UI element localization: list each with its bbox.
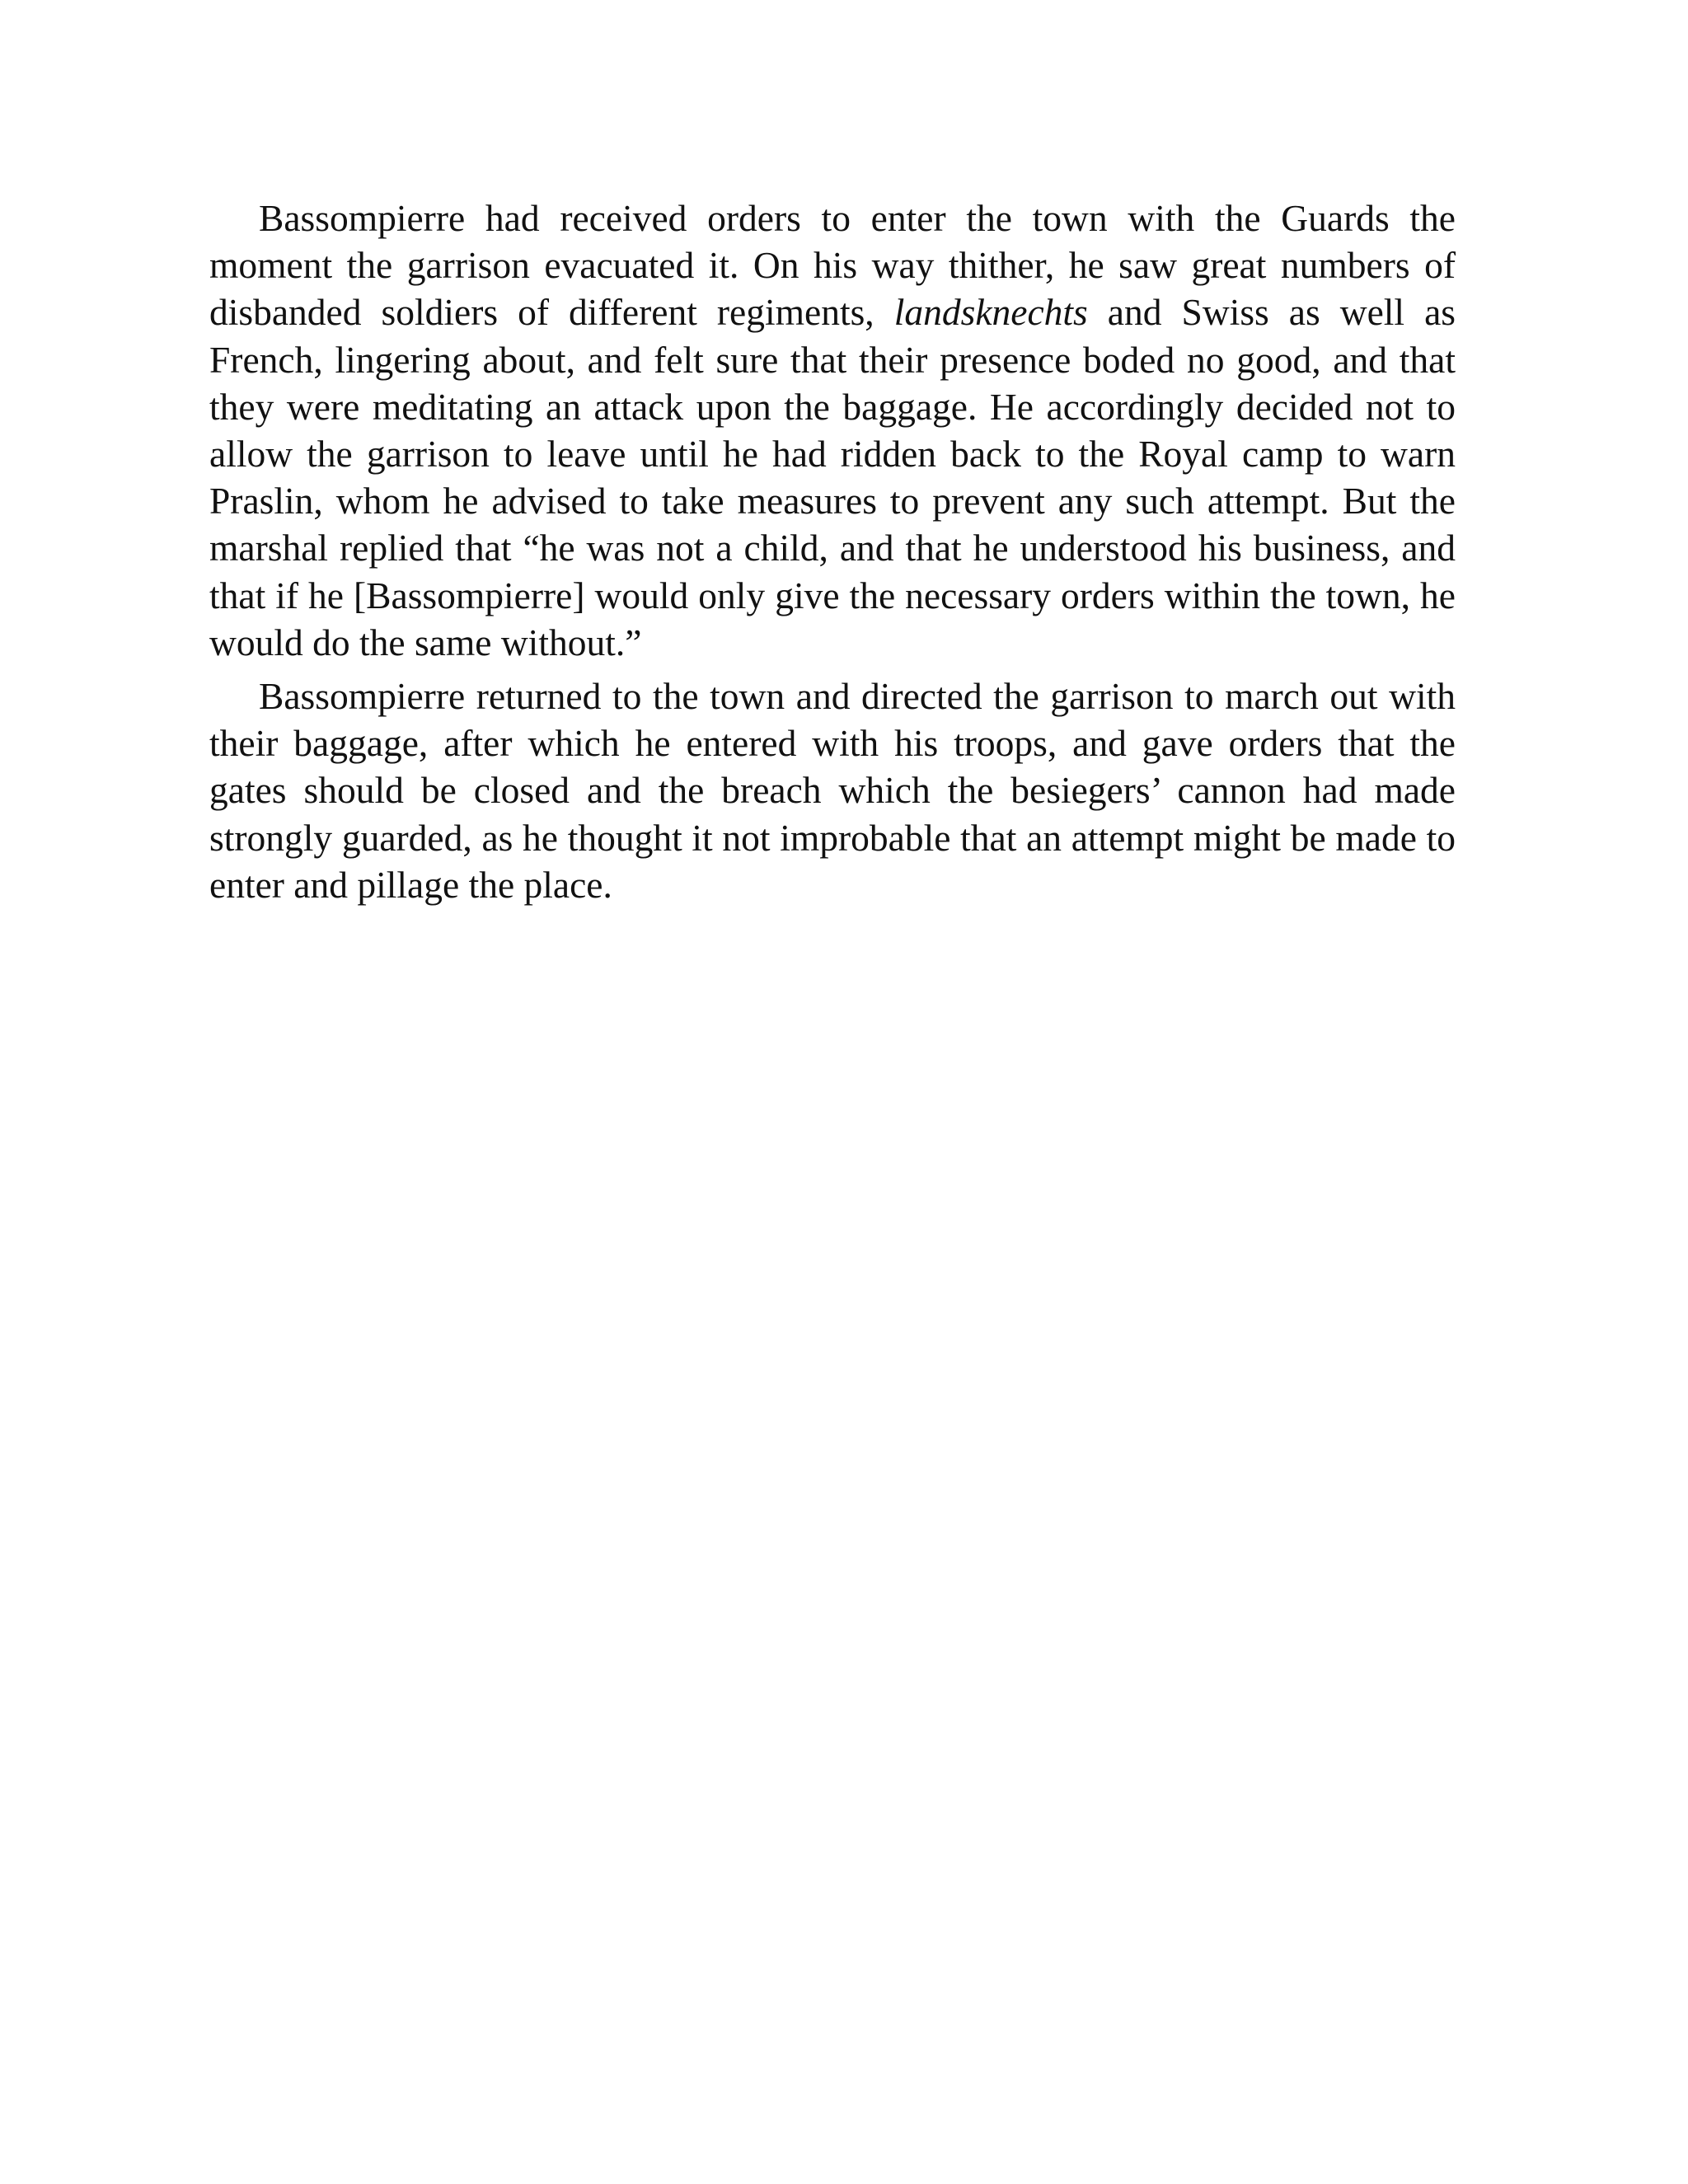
body-text — [209, 194, 1456, 908]
paragraph-1 — [209, 194, 1456, 666]
paragraph-1-text-end: and Swiss as well as French, lingering about, and felt sure that their presence boded no good, and that they were meditating an attack upon the baggage. He accordingly decided not to allow the garrison to leave until he had ridden back to the Royal camp to warn Praslin, whom he advised to take measures to prevent any such attempt. But the marshal replied that “he was not a child, and that he understood his business, and that if he [Bassompierre] would only give the necessary orders within the town, he would do the same without.” — [209, 291, 1456, 663]
italic-term-landsknechts: landsknechts — [893, 291, 1088, 334]
paragraph-2: Bassompierre returned to the town and directed the garrison to march out with their baggage, after which he entered with his troops, and gave orders that the gates should be closed and the breach which the besiegers’ cannon had made strongly guarded, as he thought it not improbable that an attempt might be made to enter and pillage the place. — [209, 675, 1456, 906]
paragraph-1-text-start: Bassompierre had received orders to enter the town with the Guards the moment the garrison evacuated it. On his way thither, he saw great numbers of disbanded soldiers of different regiments, — [209, 197, 1456, 334]
